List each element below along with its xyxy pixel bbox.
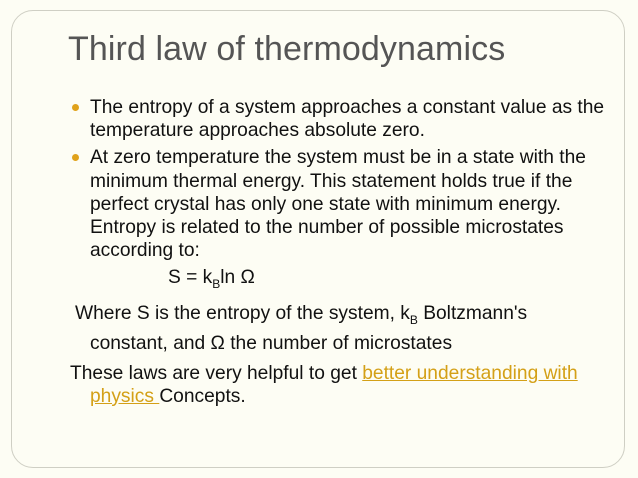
closing-suffix: Concepts. [159,385,246,407]
explanation-part2: Boltzmann's constant, and Ω the number of microstates [90,303,528,355]
formula-subscript: B [212,277,221,292]
physics-link[interactable]: better understanding with physics [90,362,578,407]
bullet-icon [72,154,79,161]
formula-rhs: ln Ω [220,267,255,289]
formula-lhs: S = k [168,267,213,289]
bullet-text: At zero temperature the system must be in a state with the minimum thermal energy. This statement holds true if the perfect crystal has only one state with minimum energy. Entropy is related to the number of possible microstates according to: [90,147,586,262]
explanation-part1: Where S is the entropy of the system, k [75,303,410,325]
closing-paragraph [70,362,610,408]
bullet-text: The entropy of a system approaches a constant value as the temperature approaches absolute zero. [90,97,605,142]
slide-body [70,96,610,408]
bullet-icon [72,104,79,111]
closing-prefix: These laws are very helpful to get [70,362,363,384]
slide-title: Third law of thermodynamics [68,30,506,68]
bullet-item [70,146,610,262]
entropy-formula [70,266,610,296]
bullet-item [70,96,610,142]
explanation-subscript: B [409,313,418,328]
formula-explanation [70,302,610,355]
